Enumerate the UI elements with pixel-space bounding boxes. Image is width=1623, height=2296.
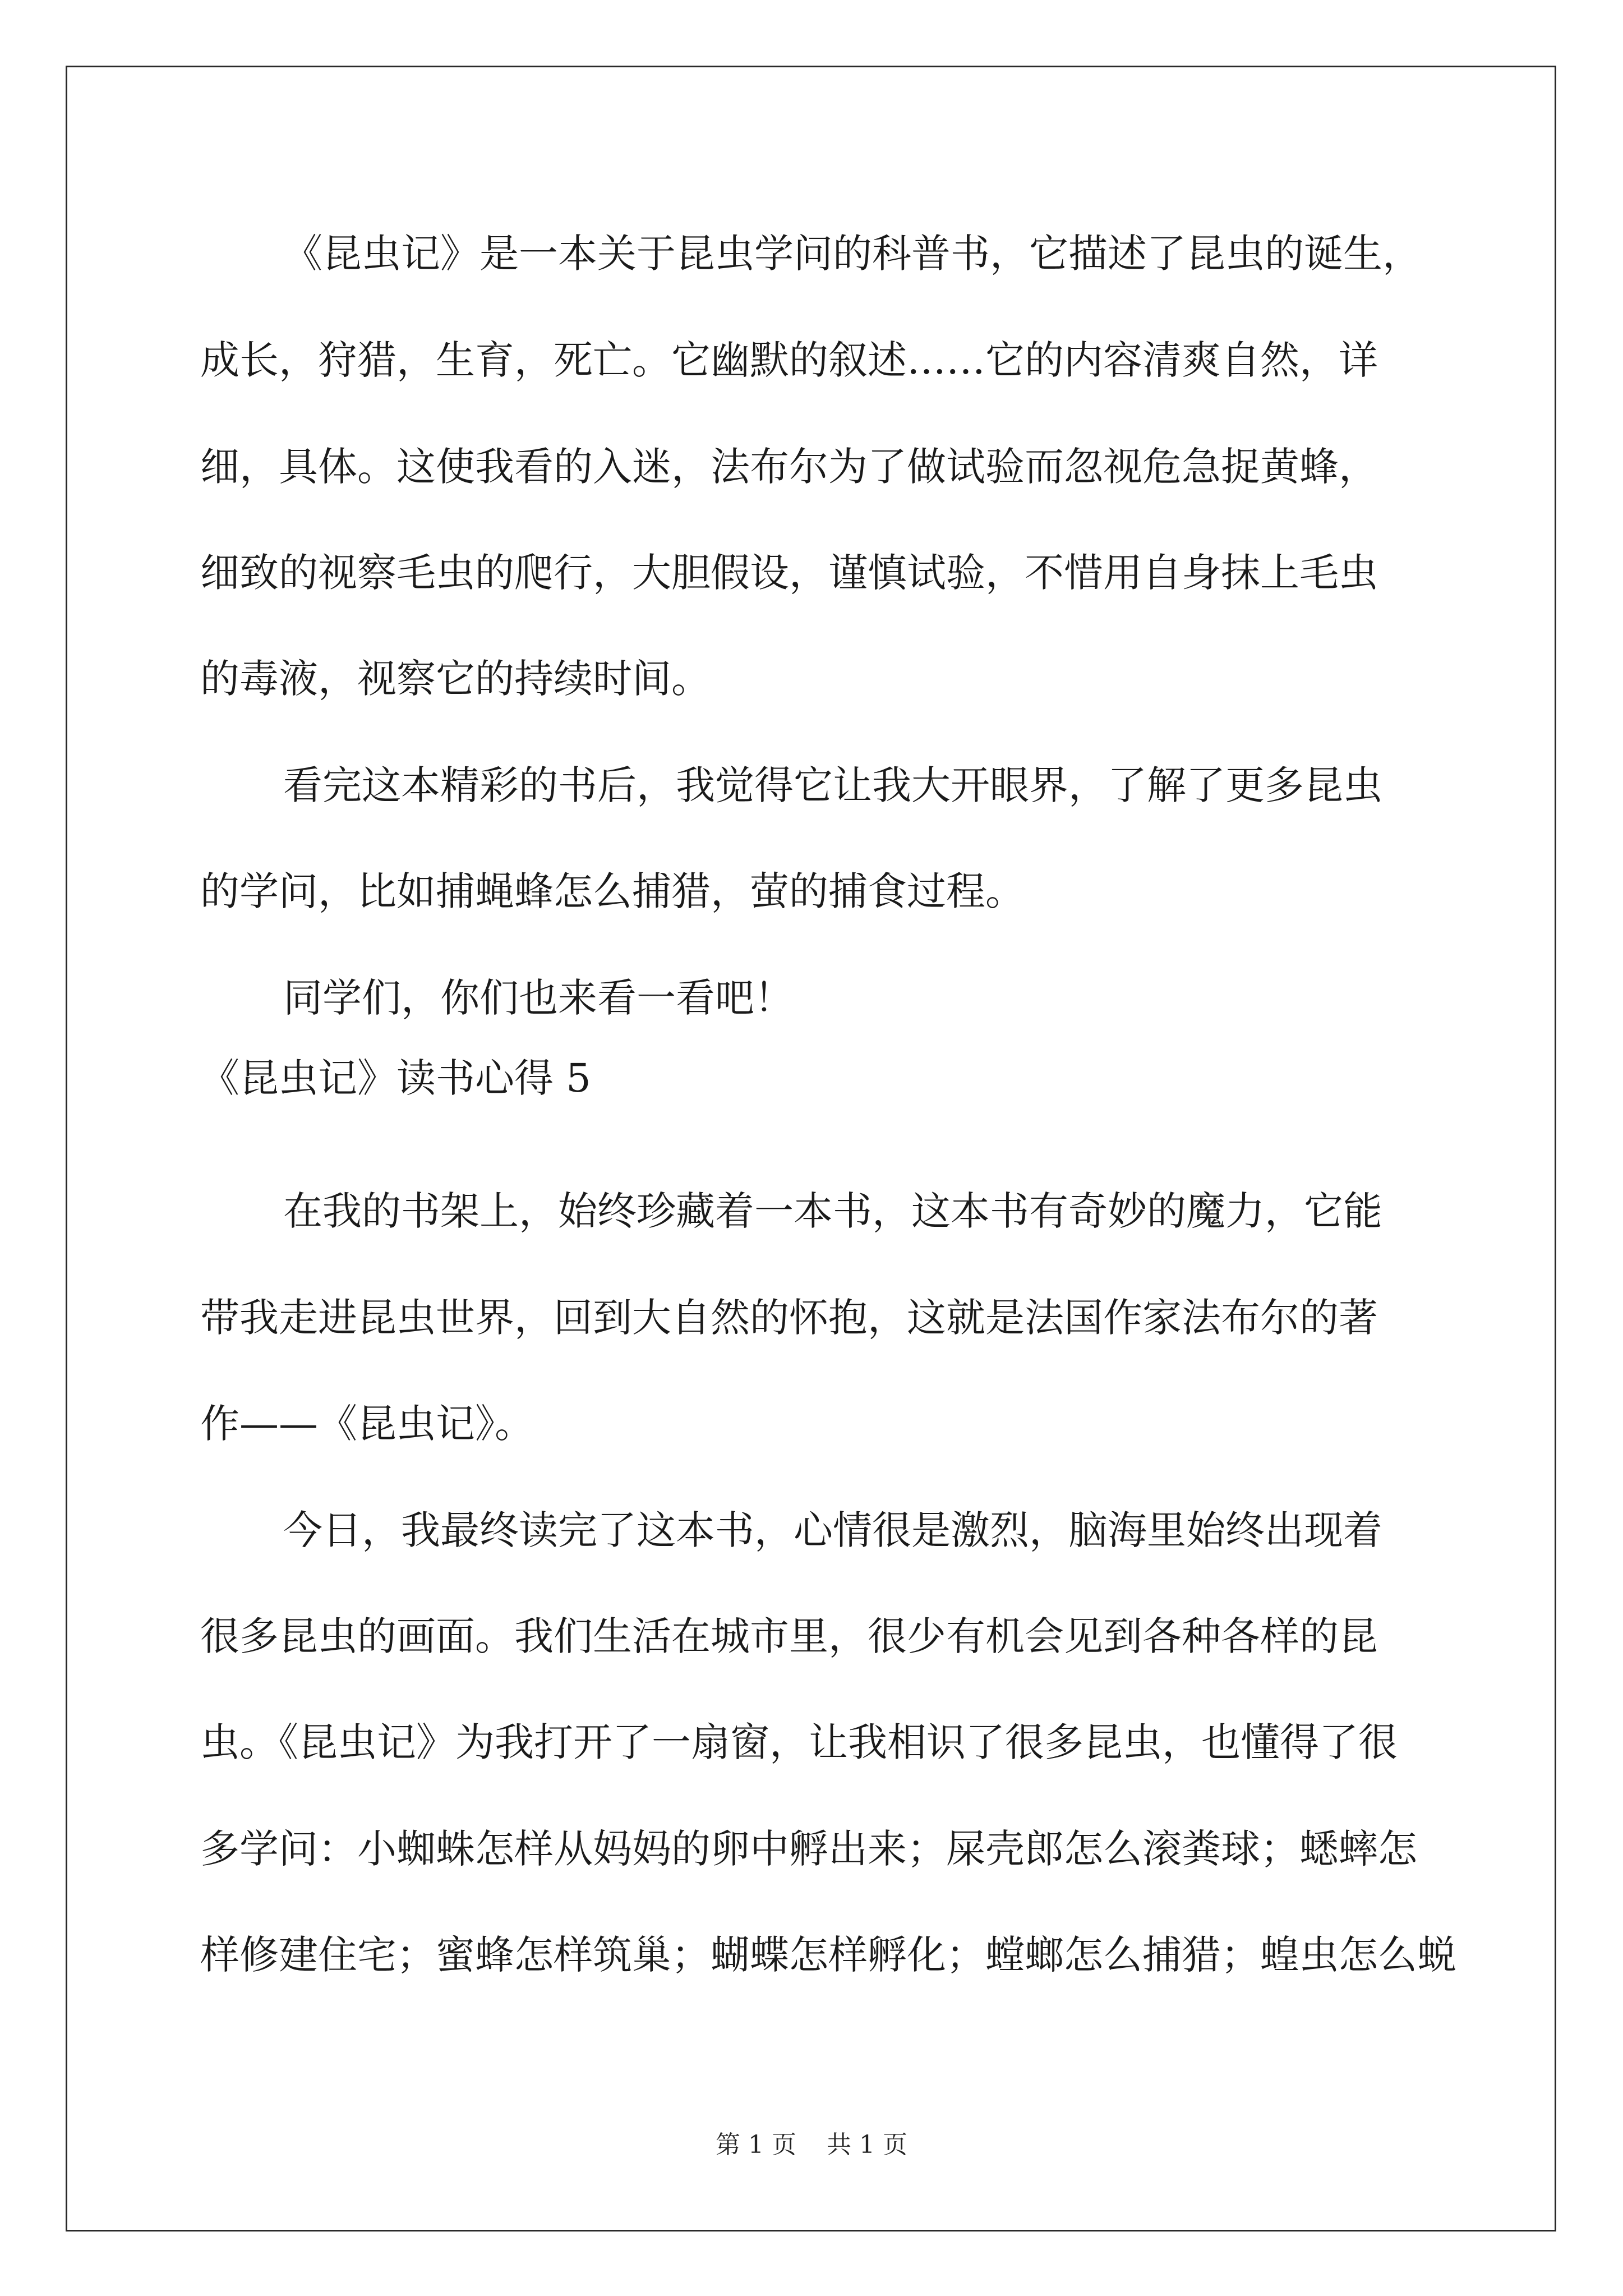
page-border bbox=[66, 66, 1556, 2231]
paragraph-line: 看完这本精彩的书后，我觉得它让我大开眼界，了解了更多昆虫 bbox=[283, 762, 1382, 808]
paragraph-line: 细，具体。这使我看的入迷，法布尔为了做试验而忽视危急捉黄蜂， bbox=[200, 444, 1378, 490]
page-number-total: 共 1 页 bbox=[827, 2131, 907, 2159]
paragraph-line: 成长，狩猎，生育，死亡。它幽默的叙述……它的内容清爽自然，详 bbox=[200, 337, 1378, 383]
paragraph-line: 作——《昆虫记》。 bbox=[200, 1401, 534, 1447]
paragraph-line: 在我的书架上，始终珍藏着一本书，这本书有奇妙的魔力，它能 bbox=[283, 1188, 1382, 1234]
paragraph-line: 《昆虫记》是一本关于昆虫学问的科普书，它描述了昆虫的诞生， bbox=[283, 231, 1422, 277]
section-heading: 《昆虫记》读书心得 5 bbox=[200, 1055, 591, 1101]
paragraph-line: 今日，我最终读完了这本书，心情很是激烈，脑海里始终出现着 bbox=[283, 1507, 1382, 1553]
page-footer bbox=[0, 2128, 1623, 2162]
paragraph-line: 带我走进昆虫世界，回到大自然的怀抱，这就是法国作家法布尔的著 bbox=[200, 1295, 1378, 1341]
paragraph-line: 虫。《昆虫记》为我打开了一扇窗，让我相识了很多昆虫，也懂得了很 bbox=[200, 1719, 1398, 1765]
paragraph-line: 多学问：小蜘蛛怎样从妈妈的卵中孵出来；屎壳郎怎么滚粪球；蟋蟀怎 bbox=[200, 1826, 1417, 1872]
paragraph-line: 很多昆虫的画面。我们生活在城市里，很少有机会见到各种各样的昆 bbox=[200, 1613, 1378, 1659]
paragraph-line: 同学们，你们也来看一看吧！ bbox=[283, 975, 794, 1021]
paragraph-line: 细致的视察毛虫的爬行，大胆假设，谨慎试验，不惜用自身抹上毛虫 bbox=[200, 550, 1378, 596]
paragraph-line: 样修建住宅；蜜蜂怎样筑巢；蝴蝶怎样孵化；螳螂怎么捕猎；蝗虫怎么蜕 bbox=[200, 1932, 1456, 1978]
paragraph-line: 的学问，比如捕蝇蜂怎么捕猎，萤的捕食过程。 bbox=[200, 868, 1025, 914]
paragraph-line: 的毒液，视察它的持续时间。 bbox=[200, 656, 711, 702]
page-number-current: 第 1 页 bbox=[716, 2131, 796, 2159]
